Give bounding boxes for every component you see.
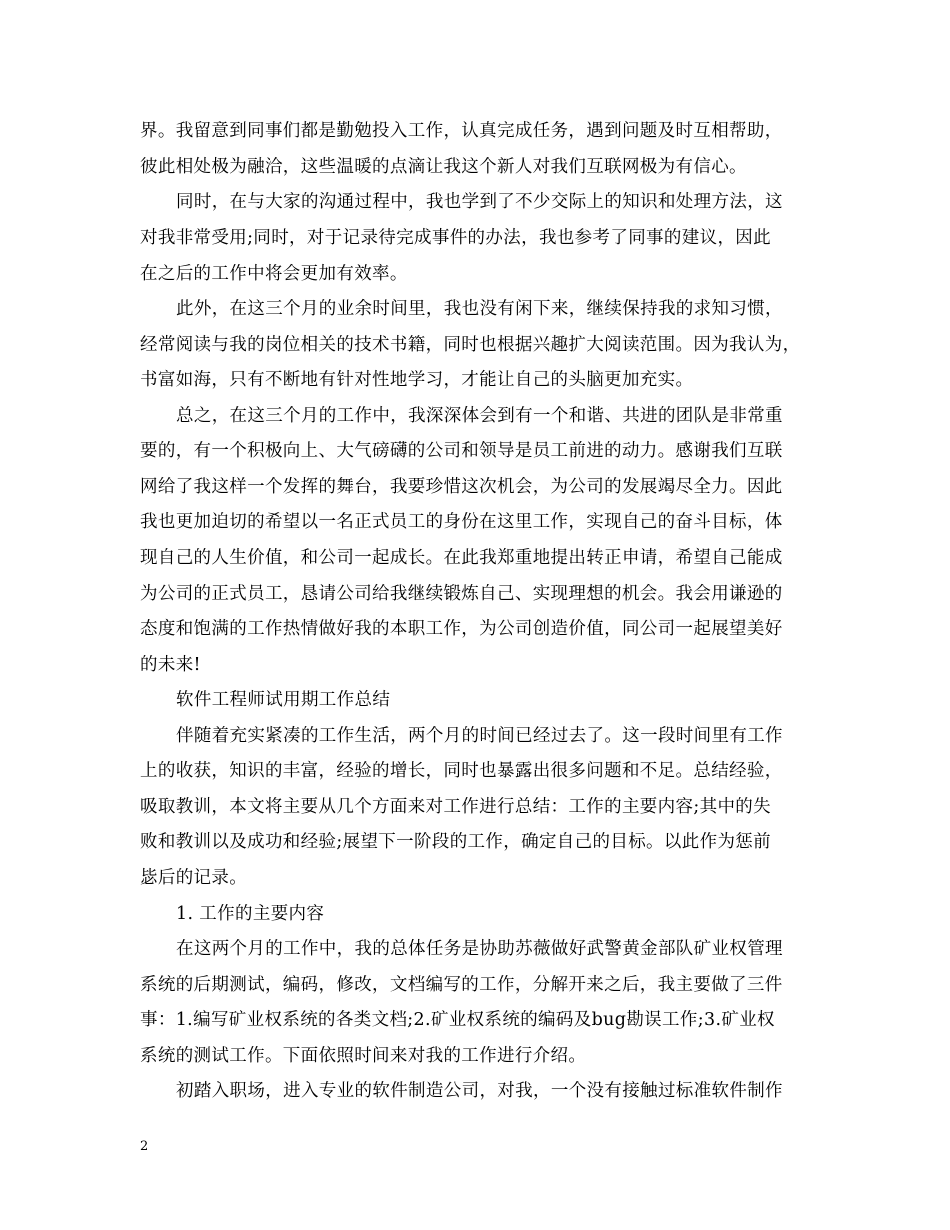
body-line: 态度和饱满的工作热情做好我的本职工作，为公司创造价值，同公司一起展望美好 [140,619,783,639]
body-line: 要的，有一个积极向上、大气磅礴的公司和领导是员工前进的动力。感谢我们互联 [140,441,783,461]
subsection-heading: 1. 工作的主要内容 [176,904,325,924]
body-line: 毖后的记录。 [140,868,248,888]
body-line: 网给了我这样一个发挥的舞台，我要珍惜这次机会，为公司的发展竭尽全力。因此 [140,477,783,497]
body-line: 此外，在这三个月的业余时间里，我也没有闲下来，继续保持我的求知习惯， [176,299,783,319]
body-line: 同时，在与大家的沟通过程中，我也学到了不少交际上的知识和处理方法，这 [176,192,783,212]
body-line: 事：1.编写矿业权系统的各类文档;2.矿业权系统的编码及bug勘误工作;3.矿业权 [140,1010,775,1030]
body-line: 吸取教训，本文将主要从几个方面来对工作进行总结：工作的主要内容;其中的失 [140,797,771,817]
body-line: 败和教训以及成功和经验;展望下一阶段的工作，确定自己的目标。以此作为惩前 [140,832,771,852]
body-line: 现自己的人生价值，和公司一起成长。在此我郑重地提出转正申请，希望自己能成 [140,548,783,568]
body-line: 上的收获，知识的丰富，经验的增长，同时也暴露出很多问题和不足。总结经验， [140,761,783,781]
body-line: 经常阅读与我的岗位相关的技术书籍，同时也根据兴趣扩大阅读范围。因为我认为， [140,335,801,355]
body-line: 界。我留意到同事们都是勤勉投入工作，认真完成任务，遇到问题及时互相帮助， [140,121,783,141]
body-line: 为公司的正式员工，恳请公司给我继续锻炼自己、实现理想的机会。我会用谦逊的 [140,584,783,604]
body-line: 在这两个月的工作中，我的总体任务是协助苏薇做好武警黄金部队矿业权管理 [176,939,783,959]
section-heading: 软件工程师试用期工作总结 [176,690,391,710]
body-line: 总之，在这三个月的工作中，我深深体会到有一个和谐、共进的团队是非常重 [176,406,783,426]
body-line: 对我非常受用;同时，对于记录待完成事件的办法，我也参考了同事的建议，因此 [140,228,771,248]
body-line: 书富如海，只有不断地有针对性地学习，才能让自己的头脑更加充实。 [140,370,694,390]
body-line: 初踏入职场，进入专业的软件制造公司，对我，一个没有接触过标准软件制作 [176,1081,783,1101]
body-line: 伴随着充实紧凑的工作生活，两个月的时间已经过去了。这一段时间里有工作 [176,726,783,746]
body-line: 我也更加迫切的希望以一名正式员工的身份在这里工作，实现自己的奋斗目标，体 [140,512,783,532]
body-line: 彼此相处极为融洽，这些温暖的点滴让我这个新人对我们互联网极为有信心。 [140,157,747,177]
body-line: 的未来! [140,655,201,675]
body-line: 系统的后期测试，编码，修改，文档编写的工作，分解开来之后，我主要做了三件 [140,975,783,995]
page-number: 2 [140,1139,149,1154]
body-line: 系统的测试工作。下面依照时间来对我的工作进行介绍。 [140,1046,587,1066]
body-line: 在之后的工作中将会更加有效率。 [140,264,408,284]
